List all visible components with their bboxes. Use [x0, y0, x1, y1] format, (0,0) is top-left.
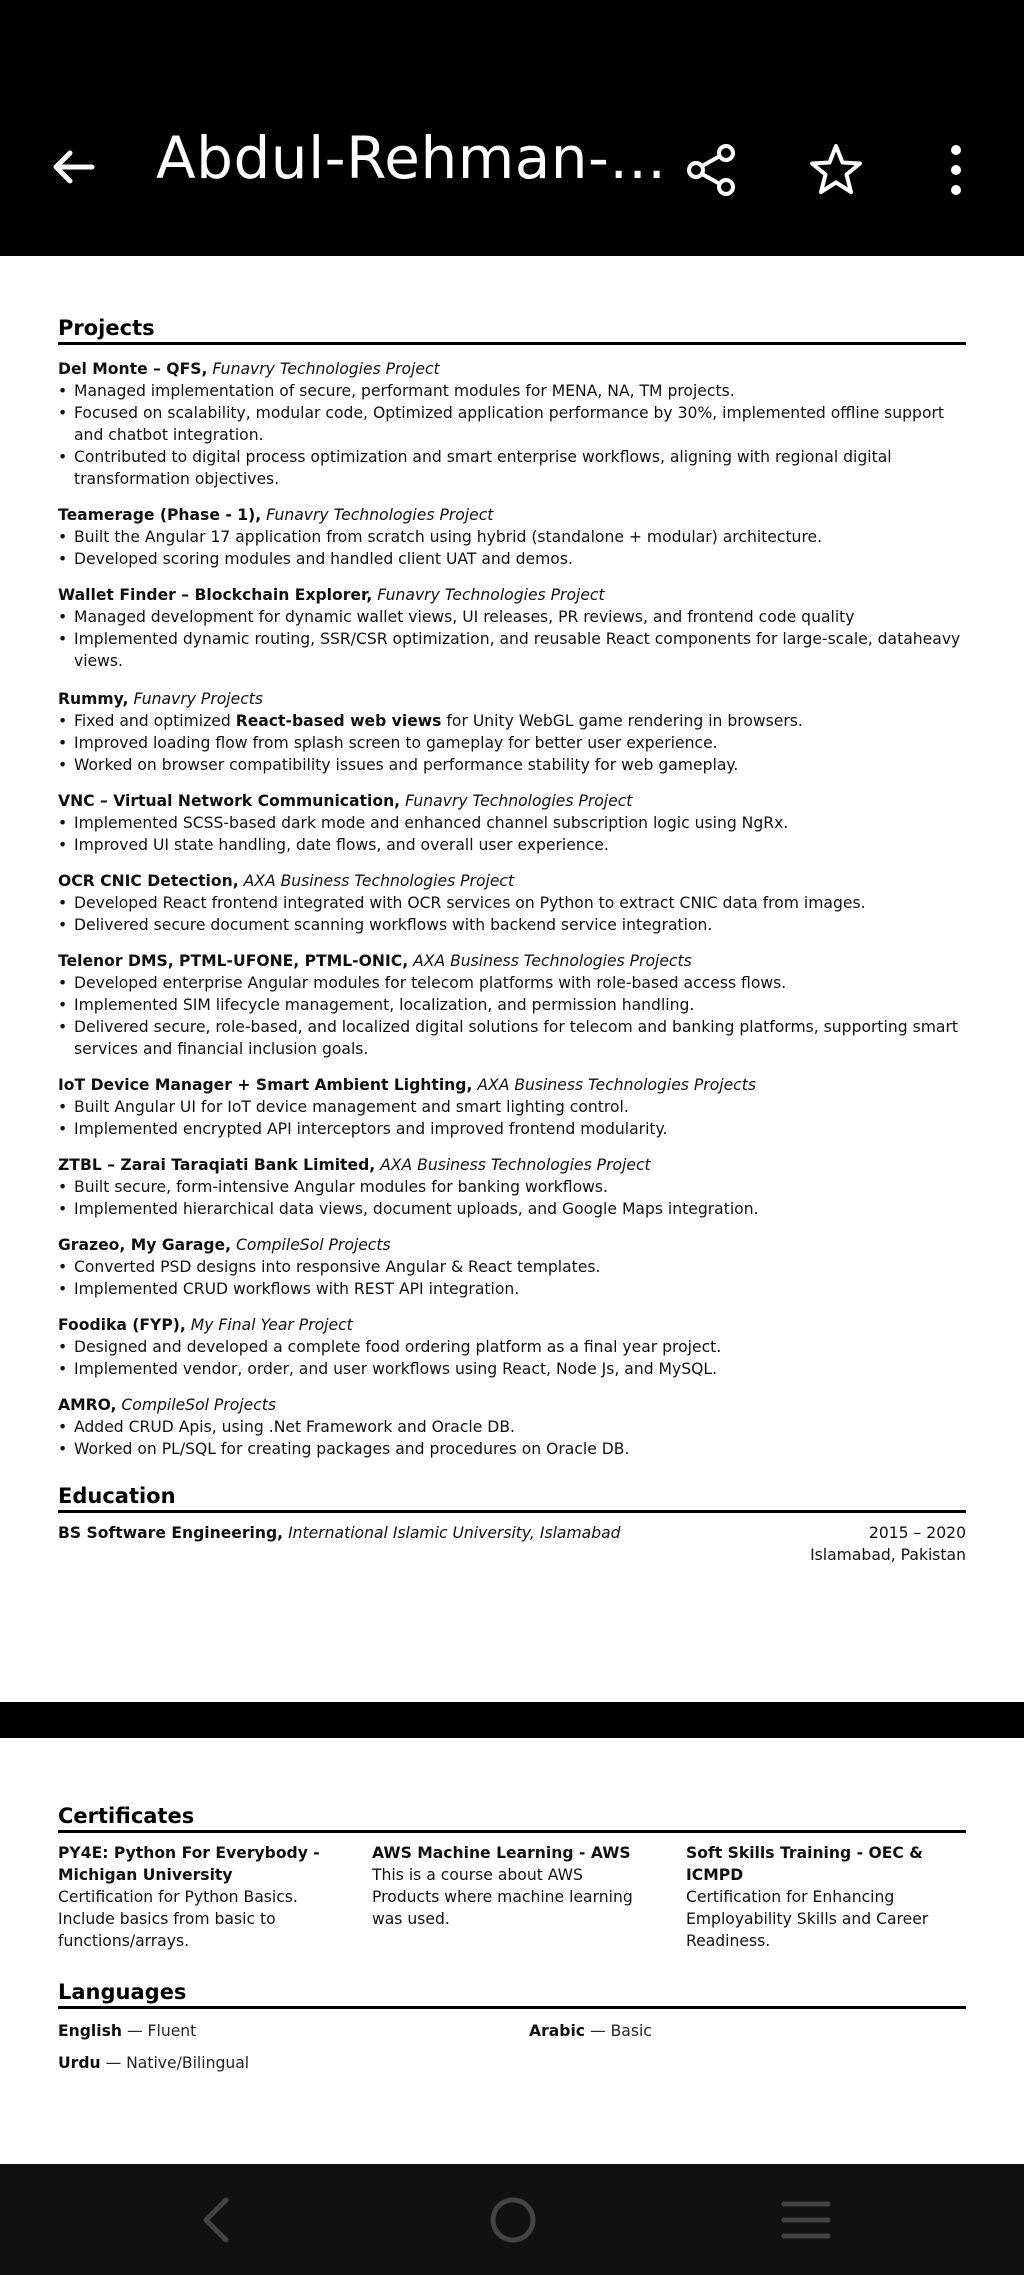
project-bullet: • Implemented SIM lifecycle management, localization, and permission handling.	[58, 994, 968, 1016]
education-heading: Education	[58, 1484, 966, 1513]
certificate-desc: This is a course about AWS Products where machine learning was used.	[372, 1866, 633, 1928]
certificate-item	[372, 1842, 642, 1930]
project-org: AXA Business Technologies Projects	[413, 952, 692, 970]
project-title	[58, 790, 968, 812]
education-degree: BS Software Engineering,	[58, 1524, 284, 1542]
language-name: Urdu	[58, 2054, 101, 2072]
project-bullet: • Implemented dynamic routing, SSR/CSR optimization, and reusable React components for large-scale, dataheavy views.	[58, 628, 968, 672]
project-org: CompileSol Projects	[236, 1236, 391, 1254]
project-title	[58, 504, 968, 526]
project-entry	[58, 584, 968, 672]
document-title: Abdul-Rehman-...	[156, 124, 667, 192]
project-entry	[58, 1394, 968, 1460]
certificate-title: Soft Skills Training - OEC & ICMPD	[686, 1844, 923, 1884]
project-bullet: • Added CRUD Apis, using .Net Framework and Oracle DB.	[58, 1416, 968, 1438]
project-bullet: • Fixed and optimized React-based web views for Unity WebGL game rendering in browsers.	[58, 710, 968, 732]
education-years: 2015 – 2020	[868, 1524, 966, 1542]
project-bullet: • Implemented encrypted API interceptors and improved frontend modularity.	[58, 1118, 968, 1140]
project-bullets	[58, 380, 968, 490]
language-name: Arabic	[529, 2022, 586, 2040]
project-bullets	[58, 606, 968, 672]
project-bullet: • Delivered secure, role-based, and localized digital solutions for telecom and banking platforms, supporting smart services and financial inclusion goals.	[58, 1016, 968, 1060]
certificate-item	[58, 1842, 328, 1952]
more-vertical-icon[interactable]	[944, 142, 968, 198]
project-bullets	[58, 1256, 968, 1300]
project-bullet: • Built secure, form-intensive Angular modules for banking workflows.	[58, 1176, 968, 1198]
project-bullets	[58, 1416, 968, 1460]
language-item	[58, 2020, 196, 2042]
project-org: My Final Year Project	[190, 1316, 353, 1334]
education-meta	[810, 1522, 966, 1566]
languages-heading: Languages	[58, 1980, 966, 2009]
project-name: OCR CNIC Detection,	[58, 872, 239, 890]
project-title	[58, 584, 968, 606]
project-name: Grazeo, My Garage,	[58, 1236, 232, 1254]
project-bullets	[58, 1176, 968, 1220]
project-bullet: • Delivered secure document scanning workflows with backend service integration.	[58, 914, 968, 936]
project-entry	[58, 1234, 968, 1300]
project-name: AMRO,	[58, 1396, 117, 1414]
nav-back-icon[interactable]	[196, 2194, 236, 2246]
certificate-desc: Certification for Python Basics. Include basics from basic to functions/arrays.	[58, 1888, 298, 1950]
project-title	[58, 1394, 968, 1416]
project-bullet: • Managed development for dynamic wallet views, UI releases, PR reviews, and frontend code quality	[58, 606, 968, 628]
project-title	[58, 1074, 968, 1096]
project-org: Funavry Technologies Project	[266, 506, 494, 524]
arrow-left-icon[interactable]	[48, 142, 98, 192]
project-bullet: • Improved UI state handling, date flows, and overall user experience.	[58, 834, 968, 856]
project-entry	[58, 950, 968, 1060]
project-title	[58, 1154, 968, 1176]
project-bullets	[58, 710, 968, 776]
project-name: ZTBL – Zarai Taraqiati Bank Limited,	[58, 1156, 376, 1174]
project-bullet: • Built Angular UI for IoT device management and smart lighting control.	[58, 1096, 968, 1118]
bold-phrase: React-based web views	[235, 712, 442, 730]
certificates-heading: Certificates	[58, 1804, 966, 1833]
project-title	[58, 870, 968, 892]
certificate-title: PY4E: Python For Everybody - Michigan University	[58, 1844, 320, 1884]
certificate-item	[686, 1842, 956, 1952]
language-item	[58, 2052, 249, 2074]
app-bar	[0, 0, 1024, 256]
project-bullet: • Implemented hierarchical data views, document uploads, and Google Maps integration.	[58, 1198, 968, 1220]
project-name: VNC – Virtual Network Communication,	[58, 792, 401, 810]
project-title	[58, 1314, 968, 1336]
project-bullet: • Designed and developed a complete food ordering platform as a final year project.	[58, 1336, 968, 1358]
project-entry	[58, 790, 968, 856]
project-name: IoT Device Manager + Smart Ambient Lighting,	[58, 1076, 473, 1094]
project-entry	[58, 870, 968, 936]
certificate-title: AWS Machine Learning - AWS	[372, 1844, 631, 1862]
project-bullet: • Contributed to digital process optimization and smart enterprise workflows, aligning with regional digital transformation objectives.	[58, 446, 968, 490]
project-org: AXA Business Technologies Project	[243, 872, 515, 890]
language-item	[529, 2020, 652, 2042]
project-org: AXA Business Technologies Projects	[477, 1076, 756, 1094]
project-bullet: • Implemented SCSS-based dark mode and enhanced channel subscription logic using NgRx.	[58, 812, 968, 834]
system-nav-bar	[0, 2164, 1024, 2275]
project-org: Funavry Technologies Project	[377, 586, 605, 604]
project-name: Telenor DMS, PTML-UFONE, PTML-ONIC,	[58, 952, 409, 970]
education-entry	[58, 1522, 966, 1564]
project-org: Funavry Projects	[133, 690, 264, 708]
project-title	[58, 950, 968, 972]
project-bullet: • Worked on PL/SQL for creating packages and procedures on Oracle DB.	[58, 1438, 968, 1460]
project-org: AXA Business Technologies Project	[380, 1156, 651, 1174]
project-org: Funavry Technologies Project	[212, 360, 440, 378]
page-gap	[0, 1702, 1024, 1738]
language-level: — Native/Bilingual	[105, 2054, 250, 2072]
project-entry	[58, 1314, 968, 1380]
project-bullet: • Built the Angular 17 application from scratch using hybrid (standalone + modular) architecture.	[58, 526, 968, 548]
education-school: International Islamic University, Islamabad	[288, 1524, 621, 1542]
project-title	[58, 1234, 968, 1256]
project-bullets	[58, 972, 968, 1060]
project-bullets	[58, 812, 968, 856]
project-bullets	[58, 1336, 968, 1380]
project-bullet: • Developed React frontend integrated with OCR services on Python to extract CNIC data from images.	[58, 892, 968, 914]
project-entry	[58, 1074, 968, 1140]
project-org: CompileSol Projects	[121, 1396, 277, 1414]
project-bullets	[58, 1096, 968, 1140]
project-bullet: • Converted PSD designs into responsive Angular & React templates.	[58, 1256, 968, 1278]
document-page-2	[0, 1738, 1024, 2164]
document-page-1	[0, 256, 1024, 1702]
project-bullet: • Implemented CRUD workflows with REST API integration.	[58, 1278, 968, 1300]
project-entry	[58, 358, 968, 490]
certificate-desc: Certification for Enhancing Employability Skills and Career Readiness.	[686, 1888, 929, 1950]
nav-home-icon[interactable]	[487, 2194, 539, 2246]
share-icon[interactable]	[683, 142, 739, 198]
star-outline-icon[interactable]	[808, 142, 864, 198]
project-bullet: • Developed enterprise Angular modules for telecom platforms with role-based access flows.	[58, 972, 968, 994]
project-bullet: • Developed scoring modules and handled client UAT and demos.	[58, 548, 968, 570]
project-bullet: • Improved loading flow from splash screen to gameplay for better user experience.	[58, 732, 968, 754]
project-bullets	[58, 526, 968, 570]
project-title	[58, 688, 968, 710]
project-name: Foodika (FYP),	[58, 1316, 186, 1334]
project-org: Funavry Technologies Project	[405, 792, 633, 810]
project-bullet: • Managed implementation of secure, performant modules for MENA, NA, TM projects.	[58, 380, 968, 402]
language-level: — Basic	[590, 2022, 652, 2040]
project-title	[58, 358, 968, 380]
project-bullet: • Implemented vendor, order, and user workflows using React, Node Js, and MySQL.	[58, 1358, 968, 1380]
project-entry	[58, 1154, 968, 1220]
project-name: Teamerage (Phase - 1),	[58, 506, 262, 524]
nav-recents-icon[interactable]	[780, 2194, 832, 2246]
project-entry	[58, 688, 968, 776]
project-name: Del Monte – QFS,	[58, 360, 208, 378]
project-name: Rummy,	[58, 690, 129, 708]
language-level: — Fluent	[126, 2022, 197, 2040]
project-entry	[58, 504, 968, 570]
project-bullet: • Worked on browser compatibility issues and performance stability for web gameplay.	[58, 754, 968, 776]
project-name: Wallet Finder – Blockchain Explorer,	[58, 586, 373, 604]
language-name: English	[58, 2022, 122, 2040]
project-bullet: • Focused on scalability, modular code, Optimized application performance by 30%, implemented offline support and chatbot integration.	[58, 402, 968, 446]
projects-heading: Projects	[58, 316, 966, 345]
education-location: Islamabad, Pakistan	[810, 1546, 966, 1564]
project-bullets	[58, 892, 968, 936]
